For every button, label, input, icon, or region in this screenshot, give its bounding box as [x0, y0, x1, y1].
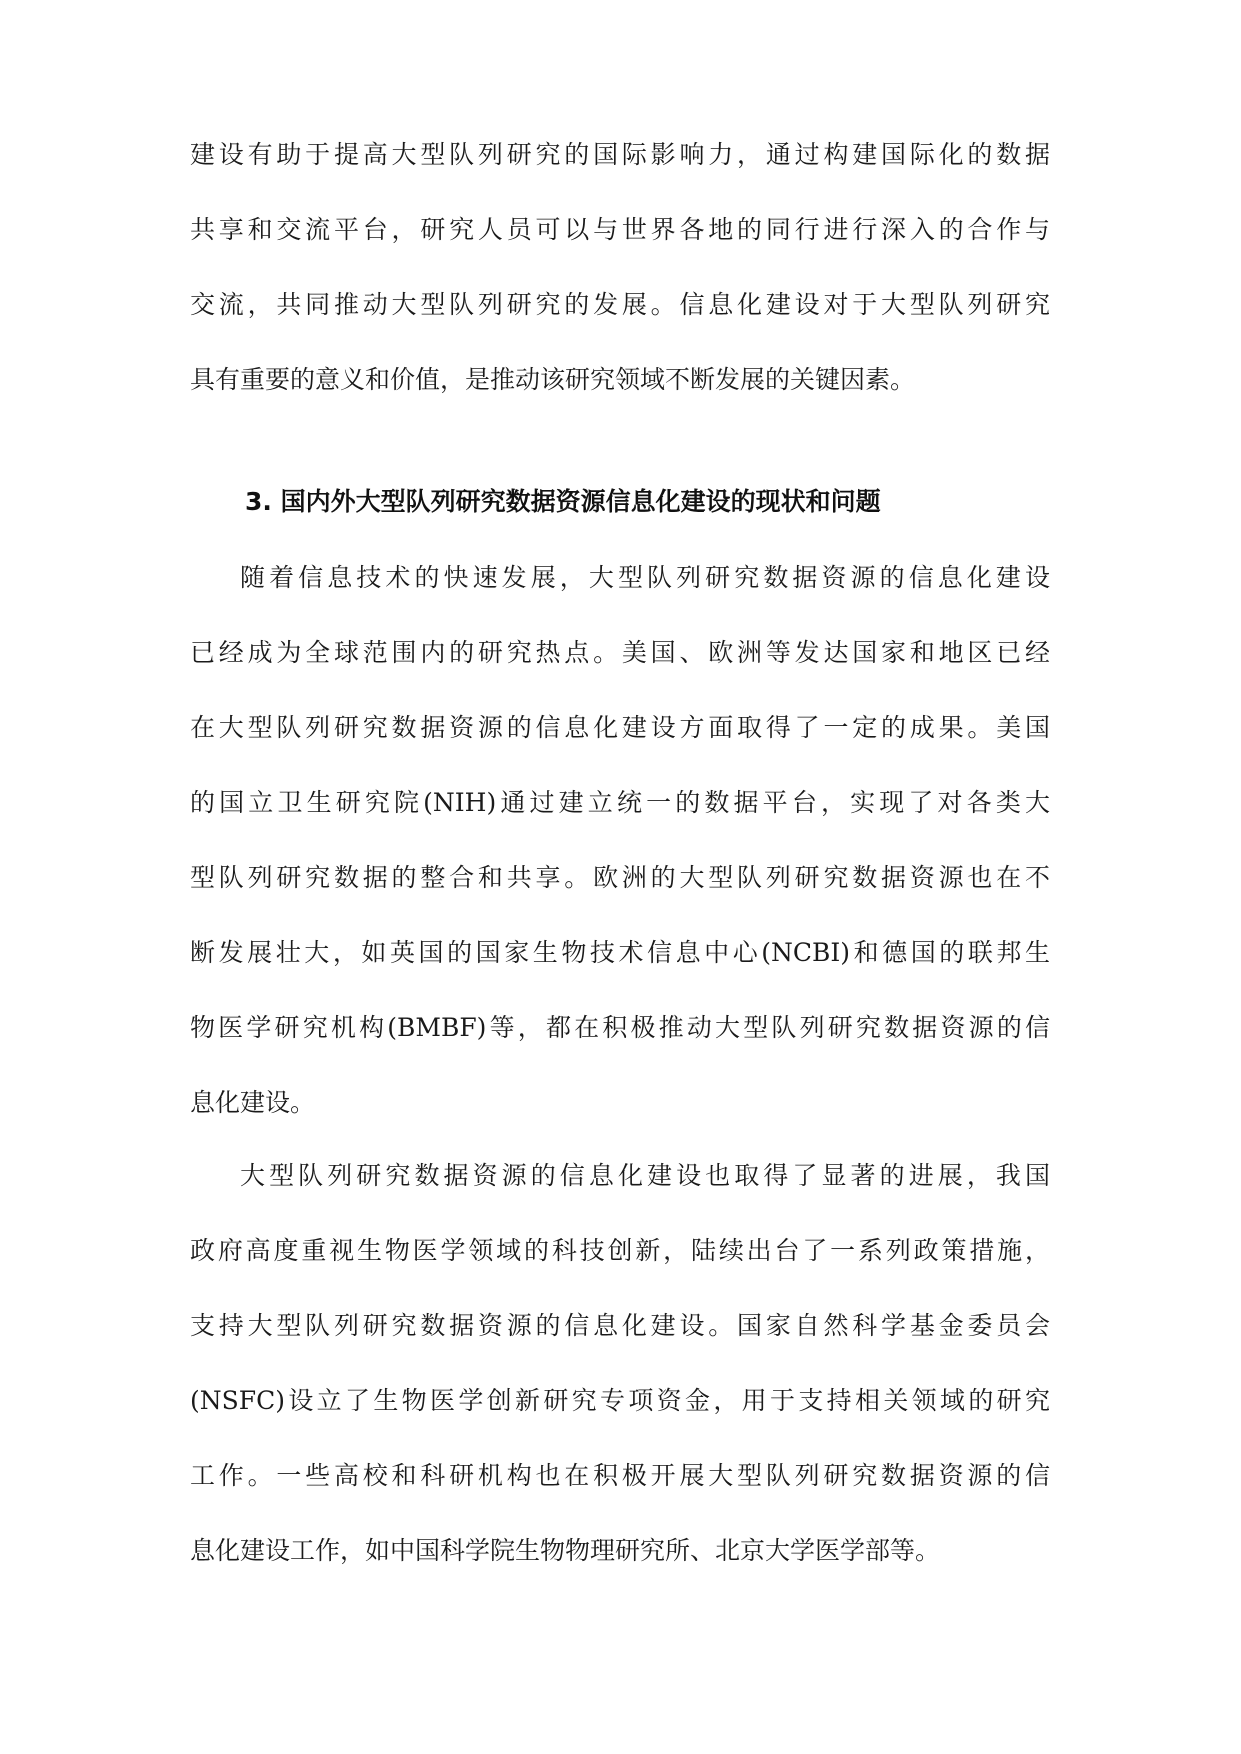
- paragraph-line: 断发展壮大，如英国的国家生物技术信息中心(NCBI)和德国的联邦生: [190, 938, 1050, 967]
- paragraph-line: 共享和交流平台，研究人员可以与世界各地的同行进行深入的合作与: [190, 215, 1050, 244]
- paragraph-international-status: [190, 540, 1050, 1140]
- paragraph-line: (NSFC)设立了生物医学创新研究专项资金，用于支持相关领域的研究: [190, 1386, 1050, 1415]
- paragraph-line: 息化建设。: [190, 1088, 316, 1117]
- paragraph-line: 随着信息技术的快速发展，大型队列研究数据资源的信息化建设: [240, 563, 1050, 592]
- paragraph-line: 政府高度重视生物医学领域的科技创新，陆续出台了一系列政策措施，: [190, 1236, 1050, 1265]
- paragraph-line: 建设有助于提高大型队列研究的国际影响力，通过构建国际化的数据: [190, 140, 1050, 169]
- paragraph-informatization-significance: [190, 117, 1050, 417]
- paragraph-line: 在大型队列研究数据资源的信息化建设方面取得了一定的成果。美国: [190, 713, 1050, 742]
- paragraph-line: 的国立卫生研究院(NIH)通过建立统一的数据平台，实现了对各类大: [190, 788, 1050, 817]
- paragraph-line: 型队列研究数据的整合和共享。欧洲的大型队列研究数据资源也在不: [190, 863, 1050, 892]
- paragraph-line: 大型队列研究数据资源的信息化建设也取得了显著的进展，我国: [240, 1161, 1050, 1190]
- paragraph-line: 息化建设工作，如中国科学院生物物理研究所、北京大学医学部等。: [190, 1536, 941, 1565]
- paragraph-line: 交流，共同推动大型队列研究的发展。信息化建设对于大型队列研究: [190, 290, 1050, 319]
- paragraph-line: 工作。一些高校和科研机构也在积极开展大型队列研究数据资源的信: [190, 1461, 1050, 1490]
- paragraph-line: 支持大型队列研究数据资源的信息化建设。国家自然科学基金委员会: [190, 1311, 1050, 1340]
- paragraph-line: 已经成为全球范围内的研究热点。美国、欧洲等发达国家和地区已经: [190, 638, 1050, 667]
- paragraph-domestic-progress: [190, 1138, 1050, 1588]
- paragraph-line: 具有重要的意义和价值，是推动该研究领域不断发展的关键因素。: [190, 365, 916, 394]
- section-heading: 3. 国内外大型队列研究数据资源信息化建设的现状和问题: [245, 487, 881, 516]
- paragraph-line: 物医学研究机构(BMBF)等，都在积极推动大型队列研究数据资源的信: [190, 1013, 1050, 1042]
